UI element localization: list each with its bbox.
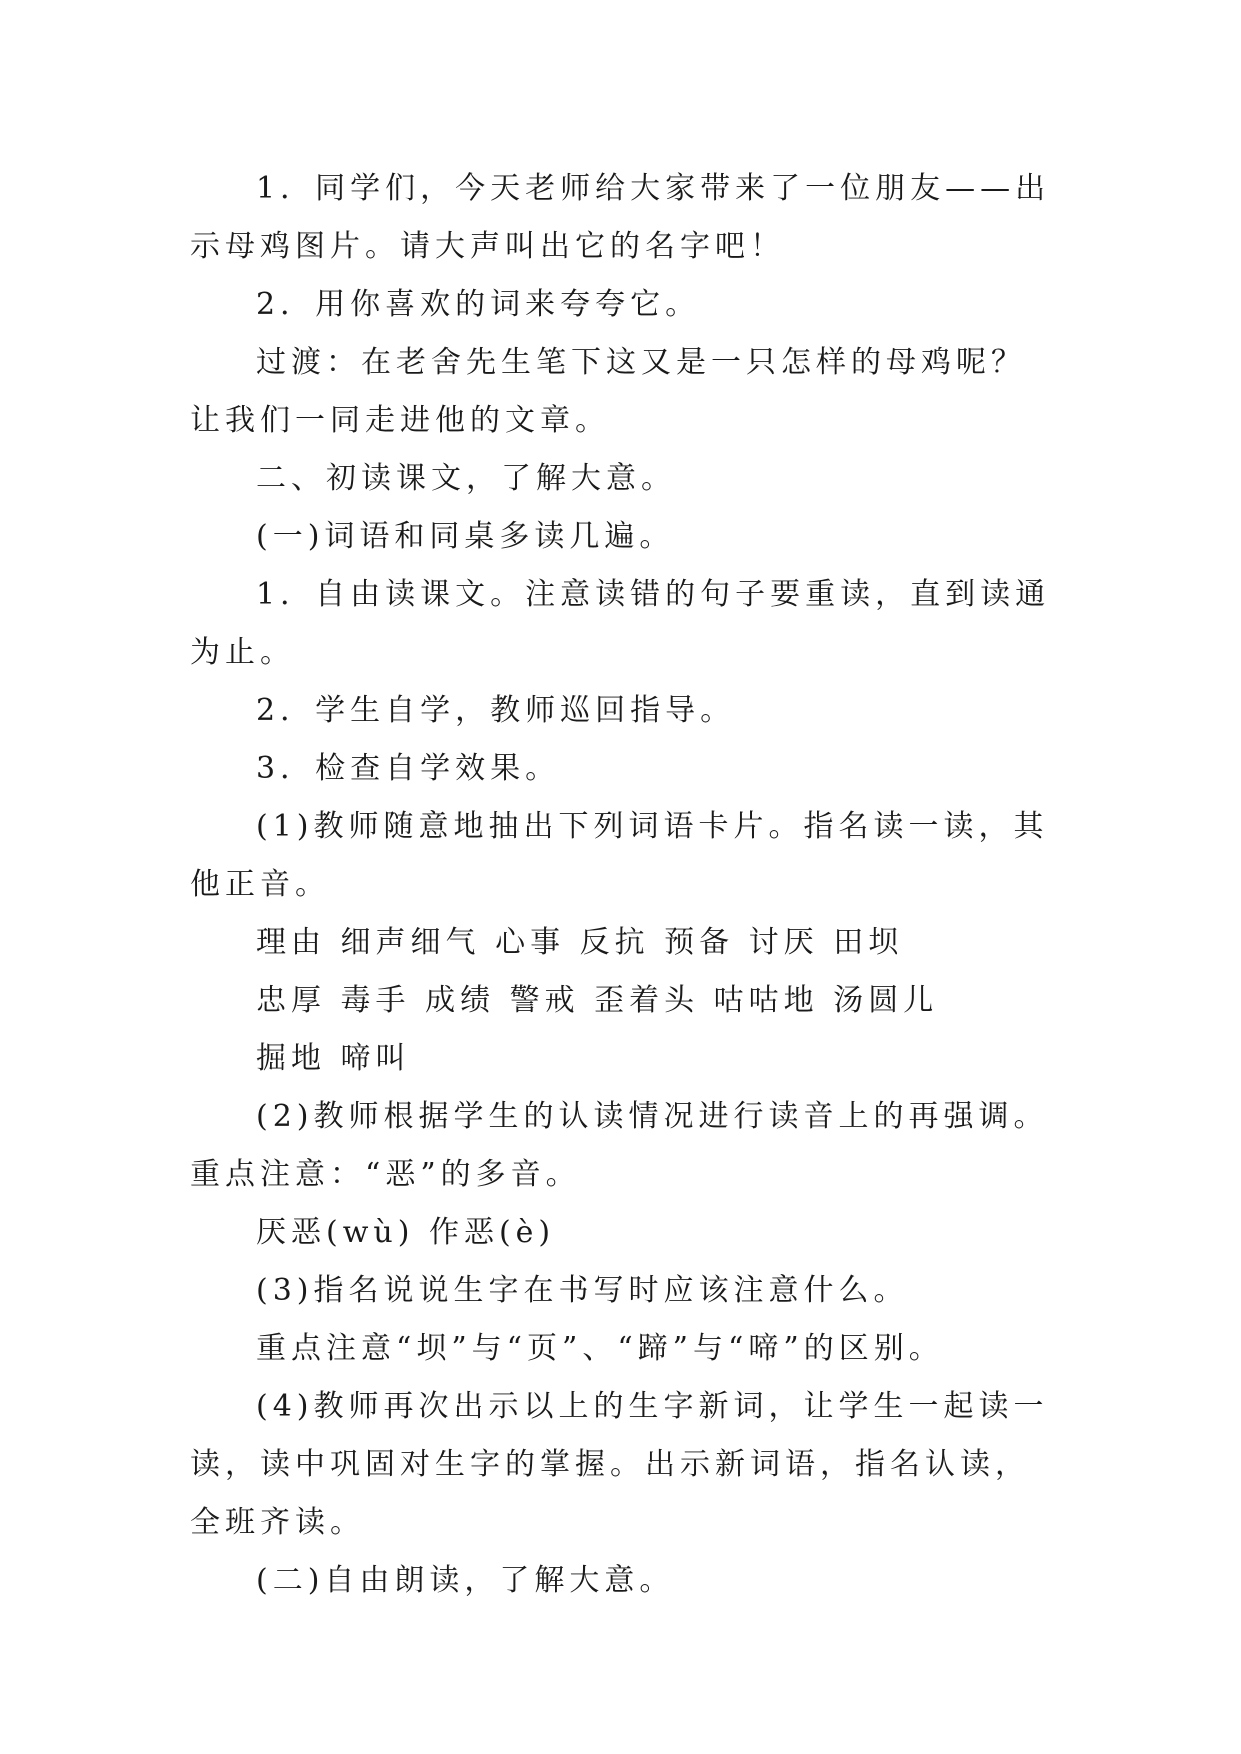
section-heading: 二、初读课文，了解大意。 xyxy=(256,461,676,496)
document-body xyxy=(190,160,1056,1610)
paragraph: 重点注意“坝”与“页”、“蹄”与“啼”的区别。 xyxy=(256,1331,944,1366)
paragraph: (4)教师再次出示以上的生字新词，让学生一起读一读，读中巩固对生字的掌握。出示新词语，指名认读，全班齐读。 xyxy=(190,1389,1049,1540)
paragraph: (1)教师随意地抽出下列词语卡片。指名读一读，其他正音。 xyxy=(190,809,1049,902)
subsection-heading: (二)自由朗读，了解大意。 xyxy=(256,1563,675,1598)
paragraph: 过渡：在老舍先生笔下这又是一只怎样的母鸡呢？让我们一同走进他的文章。 xyxy=(190,345,1026,438)
paragraph: (2)教师根据学生的认读情况进行读音上的再强调。重点注意：“恶”的多音。 xyxy=(190,1099,1049,1192)
pronunciation-line: 厌恶(wù) 作恶(è) xyxy=(256,1215,556,1250)
paragraph: 2．用你喜欢的词来夸夸它。 xyxy=(256,287,701,322)
vocabulary-line: 掘地 啼叫 xyxy=(256,1041,411,1076)
vocabulary-line: 忠厚 毒手 成绩 警戒 歪着头 咕咕地 汤圆儿 xyxy=(256,983,939,1018)
paragraph: (3)指名说说生字在书写时应该注意什么。 xyxy=(256,1273,909,1308)
paragraph: 2．学生自学，教师巡回指导。 xyxy=(256,693,736,728)
subsection-heading: (一)词语和同桌多读几遍。 xyxy=(256,519,675,554)
vocabulary-line: 理由 细声细气 心事 反抗 预备 讨厌 田坝 xyxy=(256,925,904,960)
paragraph: 1．自由读课文。注意读错的句子要重读，直到读通为止。 xyxy=(190,577,1051,670)
paragraph: 1．同学们，今天老师给大家带来了一位朋友——出示母鸡图片。请大声叫出它的名字吧！ xyxy=(190,171,1051,264)
paragraph: 3．检查自学效果。 xyxy=(256,751,561,786)
